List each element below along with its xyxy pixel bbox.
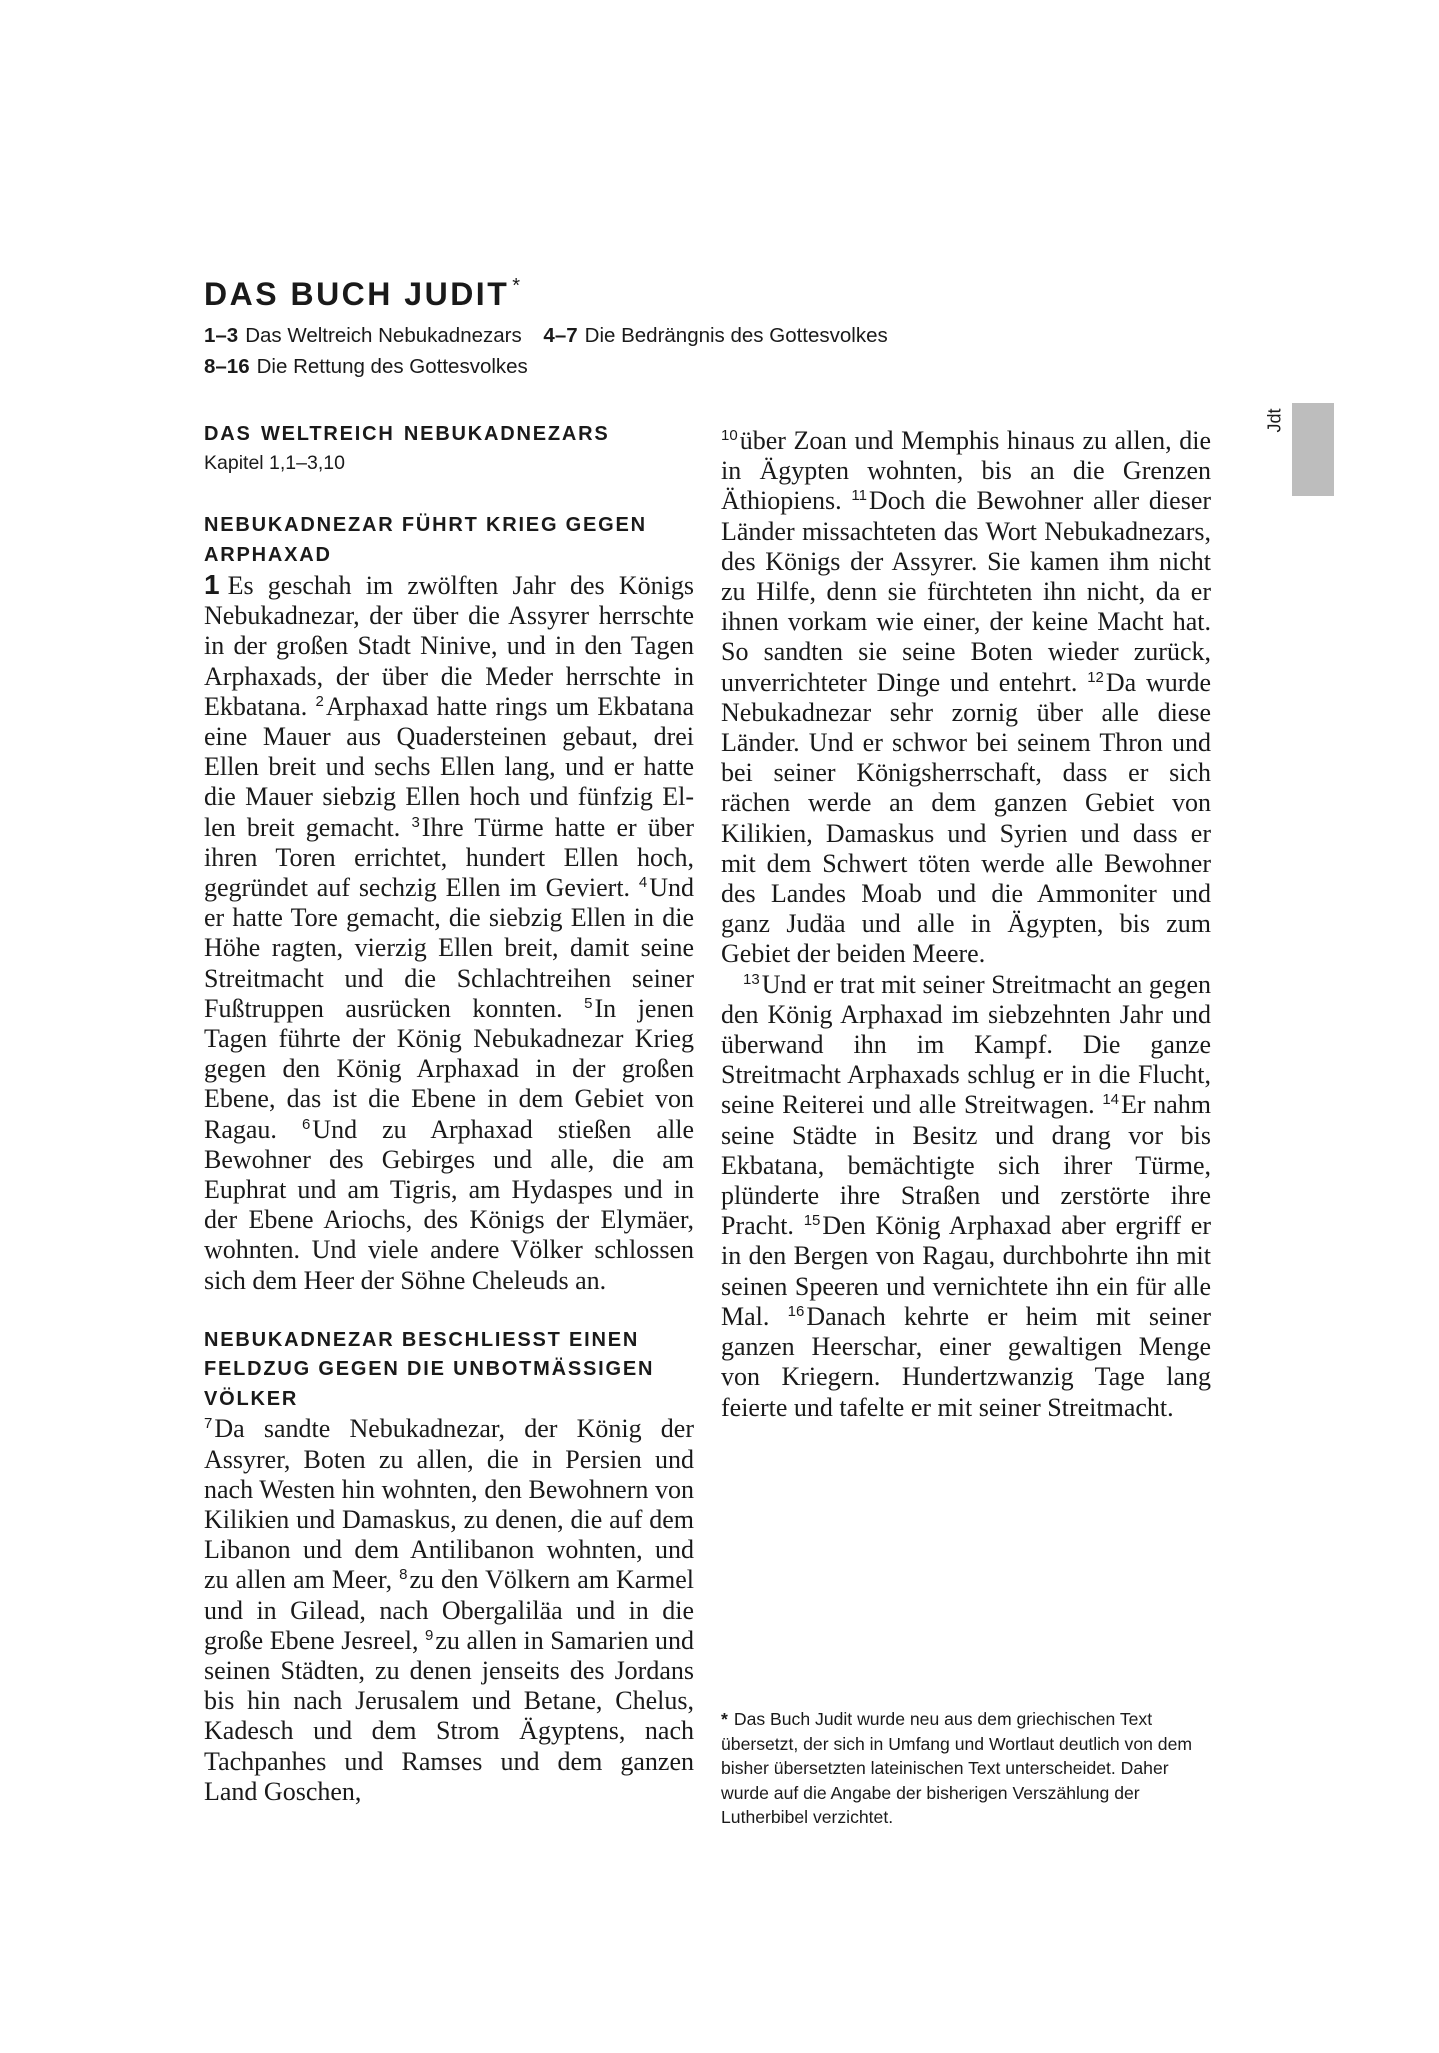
section-range: Kapitel 1,1–3,10: [204, 452, 345, 474]
verse-text: Es geschah im zwölften Jahr des Königs Nebukadnezar, der über die Assyrer herrschte in der großen Stadt Ninive, und in den Tagen Arphaxads, der über die Meder herrschte in Ekbatana.: [204, 571, 694, 721]
verse-number: 13: [743, 970, 760, 988]
verse-text: Er nahm seine Städte in Besitz und drang vor bis Ekbatana, bemächtigte sich ihrer Türme, plünderte ihre Straßen und zerstörte ihre Pracht.: [721, 1090, 1211, 1241]
verse-number: 16: [787, 1302, 805, 1320]
overview-item: [204, 324, 522, 347]
thumb-index-tab: [1292, 403, 1334, 496]
verse-text: Doch die Bewohner aller dieser Länder missachteten das Wort Nebukadnezars, des Königs der Assyrer. Sie kamen ihm nicht zu Hilfe, denn sie fürchteten ihn nicht, da er ihnen vorkam wie einer, der keine Macht hat. So sandten sie seine Boten wieder zurück, unverrichteter Dinge und entehrt.: [721, 486, 1212, 697]
verse-number: 4: [638, 874, 648, 892]
section-title: DAS WELTREICH NEBUKADNEZARS: [204, 423, 610, 445]
verse-text: In jenen Tagen führte der König Nebukadnezar Krieg gegen den König Arphaxad in der großen Ebene, das ist die Ebene in dem Gebiet von Ragau.: [204, 993, 695, 1144]
pericope-heading: NEBUKADNEZAR BESCHLIESST EINEN FELDZUG GEGEN DIE UNBOTMÄSSIGEN VÖLKER: [204, 1328, 655, 1410]
verse-text: Arphaxad hatte rings um Ekbatana eine Mauer aus Quadersteinen gebaut, drei Ellen breit und sechs Ellen lang, und er hatte die Mauer siebzig Ellen hoch und fünfzig Ellen breit gemacht.: [204, 691, 695, 842]
verse-text: Den König Arphaxad aber ergriff er in den Bergen von Ragau, durchbohrte ihn mit seinen Speeren und vernichtete ihn ein für alle Mal.: [721, 1211, 1211, 1331]
overview-line: [204, 320, 904, 351]
thumb-index-label: [1262, 400, 1288, 440]
footnote-marker: *: [721, 1709, 728, 1729]
verse-number: 7: [204, 1415, 213, 1433]
overview-range: 1–3: [204, 324, 239, 347]
verse-text: zu den Völkern am Karmel und in Gilead, nach Obergaliläa und in die große Ebene Jesreel,: [204, 1565, 694, 1655]
overview-label: Die Rettung des Gottesvolkes: [256, 355, 528, 378]
overview-line: [204, 351, 904, 382]
scripture-paragraph-continued: [721, 426, 1211, 970]
pericope-heading: NEBUKADNEZAR FÜHRT KRIEG GEGEN ARPHAXAD: [204, 514, 647, 566]
verse-text: Ihre Türme hatte er über ihren Toren errichtet, hundert Ellen hoch, gegründet auf sechzig Ellen im Geviert.: [204, 812, 694, 903]
book-title-text: DAS BUCH JUDIT: [204, 276, 510, 312]
verse-text: Und er hatte Tore gemacht, die siebzig Ellen in die Höhe ragten, vierzig Ellen breit, damit seine Streitmacht und die Schlachtreihen seiner Fußtruppen ausrücken konnten.: [204, 873, 694, 1023]
verse-number: 9: [425, 1626, 434, 1644]
verse-text: Da sandte Nebukadnezar, der König der Assyrer, Boten zu allen, die in Persien und nach Westen hin wohnten, den Bewohnern von Kilikien und Damaskus, zu denen, die auf dem Libanon und dem Antilibanon wohnten, und zu allen am Meer,: [204, 1414, 694, 1595]
verse-number: 8: [399, 1566, 408, 1584]
verse-number: 10: [721, 427, 738, 444]
verse-number: 5: [584, 994, 593, 1012]
chapter-number: 1: [204, 569, 220, 600]
overview-range: 8–16: [204, 355, 250, 378]
overview-item: [204, 355, 528, 378]
book-overview: [204, 320, 904, 382]
overview-range: 4–7: [543, 324, 578, 347]
thumb-index-text: Jdt: [1264, 407, 1285, 433]
verse-text: zu allen in Samarien und seinen Städten, zu denen jenseits des Jordans bis hin nach Jerusalem und Betane, Chelus, Kadesch und dem Strom Ägyptens, nach Tachpanhes und Ramses und dem ganzen Land Goschen,: [204, 1625, 695, 1806]
scripture-paragraph: [204, 570, 694, 1296]
verse-number: 6: [301, 1115, 311, 1133]
book-title-footnote-marker: *: [512, 275, 523, 297]
verse-number: 2: [315, 692, 324, 710]
book-title: [204, 266, 523, 314]
footnote: [721, 1707, 1221, 1830]
verse-number: 3: [411, 813, 420, 831]
verse-text: über Zoan und Memphis hinaus zu allen, die in Ägypten wohnten, bis an die Grenzen Äthiopiens.: [721, 426, 1211, 516]
overview-label: Die Bedrängnis des Gottesvolkes: [584, 324, 888, 347]
text-column-right: [721, 426, 1211, 1423]
verse-text: Und zu Arphaxad stießen alle Bewohner des Gebirges und alle, die am Euphrat und am Tigris, am Hydaspes und in der Ebene Ariochs, des Königs der Elymäer, wohnten. Und viele andere Völker schlossen sich dem Heer der Söhne Cheleuds an.: [204, 1114, 694, 1295]
overview-item: [543, 324, 887, 347]
scripture-paragraph: [721, 970, 1211, 1423]
verse-number: 14: [1102, 1091, 1120, 1109]
footnote-text: Das Buch Judit wurde neu aus dem griechischen Text übersetzt, der sich in Umfang und Wortlaut deutlich von dem bisher übersetzten lateinischen Text unterscheidet. Daher wurde auf die Angabe der bisherigen Verszählung der Lutherbibel verzichtet.: [721, 1709, 1193, 1827]
verse-text: Und er trat mit seiner Streitmacht an gegen den König Arphaxad im siebzehnten Jahr und überwand ihn im Kampf. Die ganze Streitmacht Arphaxads schlug er in die Flucht, seine Reiterei und alle Streitwagen.: [721, 969, 1211, 1120]
verse-number: 11: [851, 487, 867, 505]
verse-text: Danach kehrte er heim mit seiner ganzen Heerschar, einer gewaltigen Menge von Kriegern. Hundertzwanzig Tage lang feierte und tafelte er mit seiner Streitmacht.: [721, 1301, 1212, 1422]
overview-label: Das Weltreich Nebukadnezars: [245, 324, 522, 347]
text-column-left: [204, 420, 694, 1807]
verse-number: 12: [1087, 668, 1104, 686]
verse-number: 15: [803, 1212, 821, 1230]
verse-text: Da wurde Nebukadnezar sehr zornig über alle diese Länder. Und er schwor bei seinem Thron und bei seiner Königsherrschaft, dass er sich rächen werde an dem ganzen Gebiet von Kilikien, Damaskus und Syrien und dass er mit dem Schwert töten werde alle Bewohner des Landes Moab und die Ammoniter und ganz Judäa und alle in Ägypten, bis zum Gebiet der beiden Meere.: [721, 667, 1211, 969]
scripture-paragraph: [204, 1414, 694, 1807]
